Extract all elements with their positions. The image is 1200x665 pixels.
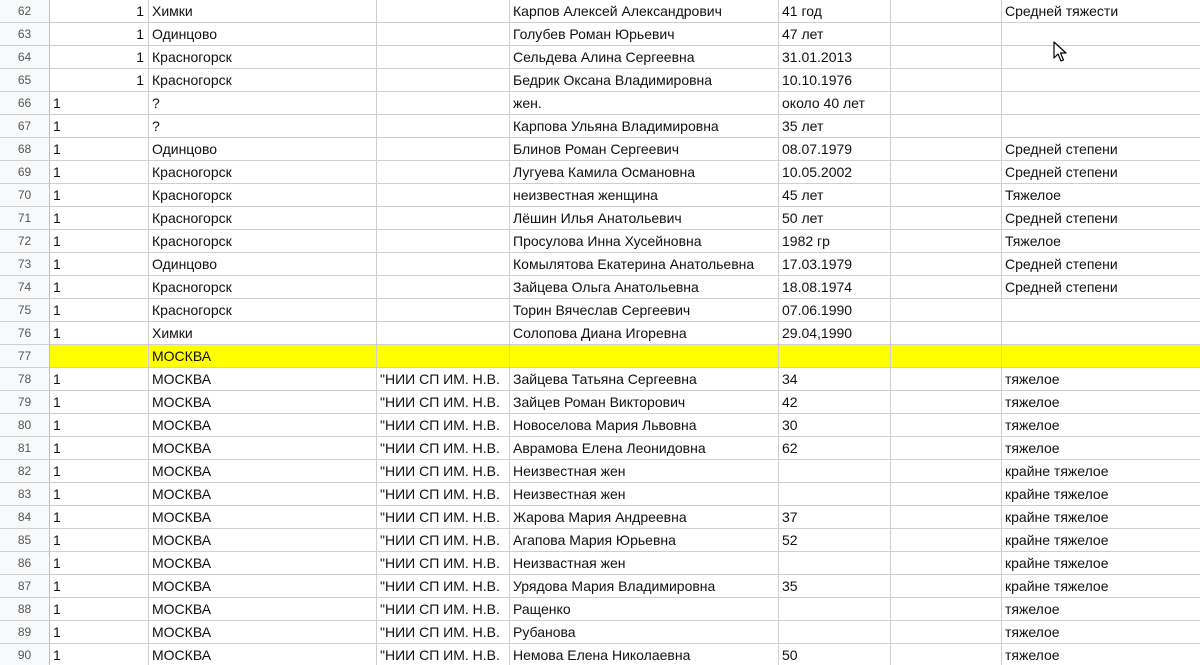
patient-name-cell[interactable]: Карпова Ульяна Владимировна bbox=[510, 115, 779, 138]
empty-cell[interactable] bbox=[891, 644, 1002, 665]
empty-cell[interactable] bbox=[891, 23, 1002, 46]
age-cell[interactable]: 62 bbox=[779, 437, 891, 460]
count-cell[interactable]: 1 bbox=[50, 0, 149, 23]
count-cell[interactable]: 1 bbox=[50, 23, 149, 46]
patient-name-cell[interactable]: Неизвестная жен bbox=[510, 460, 779, 483]
patient-name-cell[interactable]: неизвестная женщина bbox=[510, 184, 779, 207]
count-cell[interactable]: 1 bbox=[50, 161, 149, 184]
row-number[interactable]: 74 bbox=[0, 276, 50, 299]
patient-name-cell[interactable]: Голубев Роман Юрьевич bbox=[510, 23, 779, 46]
count-cell[interactable]: 1 bbox=[50, 460, 149, 483]
age-cell[interactable]: 35 bbox=[779, 575, 891, 598]
city-cell[interactable]: МОСКВА bbox=[149, 460, 377, 483]
row-number[interactable]: 84 bbox=[0, 506, 50, 529]
patient-name-cell[interactable]: Зайцева Ольга Анатольевна bbox=[510, 276, 779, 299]
empty-cell[interactable] bbox=[891, 0, 1002, 23]
condition-cell[interactable]: тяжелое bbox=[1002, 414, 1200, 437]
row-number[interactable]: 63 bbox=[0, 23, 50, 46]
patient-name-cell[interactable]: Торин Вячеслав Сергеевич bbox=[510, 299, 779, 322]
table-row bbox=[0, 161, 1200, 184]
empty-cell[interactable] bbox=[891, 460, 1002, 483]
row-number[interactable]: 67 bbox=[0, 115, 50, 138]
table-row bbox=[0, 460, 1200, 483]
city-cell[interactable]: ? bbox=[149, 92, 377, 115]
condition-cell[interactable]: Тяжелое bbox=[1002, 230, 1200, 253]
patient-name-cell[interactable]: Комылятова Екатерина Анатольевна bbox=[510, 253, 779, 276]
table-row bbox=[0, 184, 1200, 207]
patient-name-cell[interactable]: Новоселова Мария Львовна bbox=[510, 414, 779, 437]
empty-cell[interactable] bbox=[891, 437, 1002, 460]
condition-cell[interactable] bbox=[1002, 92, 1200, 115]
count-cell[interactable]: 1 bbox=[50, 414, 149, 437]
city-cell[interactable]: Красногорск bbox=[149, 230, 377, 253]
count-cell[interactable]: 1 bbox=[50, 368, 149, 391]
city-cell[interactable]: МОСКВА bbox=[149, 483, 377, 506]
hospital-cell[interactable]: "НИИ СП ИМ. Н.В. bbox=[377, 391, 510, 414]
patient-name-cell[interactable]: Просулова Инна Хусейновна bbox=[510, 230, 779, 253]
age-cell[interactable]: 42 bbox=[779, 391, 891, 414]
count-cell[interactable]: 1 bbox=[50, 115, 149, 138]
empty-cell[interactable] bbox=[891, 46, 1002, 69]
table-row bbox=[0, 276, 1200, 299]
row-number[interactable]: 68 bbox=[0, 138, 50, 161]
count-cell[interactable]: 1 bbox=[50, 138, 149, 161]
mouse-pointer-icon bbox=[1053, 41, 1067, 63]
count-cell[interactable]: 1 bbox=[50, 644, 149, 665]
patient-name-cell[interactable]: Неизвастная жен bbox=[510, 552, 779, 575]
city-cell[interactable]: МОСКВА bbox=[149, 529, 377, 552]
row-number[interactable]: 70 bbox=[0, 184, 50, 207]
patient-name-cell[interactable]: Жарова Мария Андреевна bbox=[510, 506, 779, 529]
patient-name-cell[interactable]: Аврамова Елена Леонидовна bbox=[510, 437, 779, 460]
empty-cell[interactable] bbox=[891, 598, 1002, 621]
hospital-cell[interactable] bbox=[377, 207, 510, 230]
table-row bbox=[0, 483, 1200, 506]
table-row bbox=[0, 368, 1200, 391]
row-number[interactable]: 75 bbox=[0, 299, 50, 322]
hospital-cell[interactable]: "НИИ СП ИМ. Н.В. bbox=[377, 644, 510, 665]
table-row bbox=[0, 115, 1200, 138]
hospital-cell[interactable] bbox=[377, 230, 510, 253]
hospital-cell[interactable]: "НИИ СП ИМ. Н.В. bbox=[377, 414, 510, 437]
row-number[interactable]: 82 bbox=[0, 460, 50, 483]
condition-cell[interactable]: крайне тяжелое bbox=[1002, 460, 1200, 483]
table-row bbox=[0, 46, 1200, 69]
patient-name-cell[interactable]: Солопова Диана Игоревна bbox=[510, 322, 779, 345]
empty-cell[interactable] bbox=[891, 621, 1002, 644]
table-row bbox=[0, 575, 1200, 598]
city-cell[interactable]: МОСКВА bbox=[149, 621, 377, 644]
table-row bbox=[0, 23, 1200, 46]
row-number[interactable]: 87 bbox=[0, 575, 50, 598]
row-number[interactable]: 66 bbox=[0, 92, 50, 115]
age-cell[interactable]: 47 лет bbox=[779, 23, 891, 46]
row-number[interactable]: 64 bbox=[0, 46, 50, 69]
row-number[interactable]: 65 bbox=[0, 69, 50, 92]
age-cell[interactable] bbox=[779, 345, 891, 368]
hospital-cell[interactable] bbox=[377, 92, 510, 115]
row-number[interactable]: 83 bbox=[0, 483, 50, 506]
condition-cell[interactable] bbox=[1002, 115, 1200, 138]
hospital-cell[interactable] bbox=[377, 184, 510, 207]
row-number[interactable]: 62 bbox=[0, 0, 50, 23]
city-cell[interactable]: МОСКВА bbox=[149, 644, 377, 665]
hospital-cell[interactable]: "НИИ СП ИМ. Н.В. bbox=[377, 621, 510, 644]
condition-cell[interactable]: крайне тяжелое bbox=[1002, 506, 1200, 529]
city-cell[interactable]: МОСКВА bbox=[149, 368, 377, 391]
count-cell[interactable]: 1 bbox=[50, 529, 149, 552]
patient-name-cell[interactable]: Блинов Роман Сергеевич bbox=[510, 138, 779, 161]
patient-name-cell[interactable]: Зайцев Роман Викторович bbox=[510, 391, 779, 414]
condition-cell[interactable]: Тяжелое bbox=[1002, 184, 1200, 207]
table-row bbox=[0, 69, 1200, 92]
condition-cell[interactable] bbox=[1002, 46, 1200, 69]
city-cell[interactable]: МОСКВА bbox=[149, 598, 377, 621]
age-cell[interactable]: 1982 гр bbox=[779, 230, 891, 253]
hospital-cell[interactable]: "НИИ СП ИМ. Н.В. bbox=[377, 529, 510, 552]
count-cell[interactable]: 1 bbox=[50, 299, 149, 322]
patient-name-cell[interactable]: Сельдева Алина Сергеевна bbox=[510, 46, 779, 69]
empty-cell[interactable] bbox=[891, 161, 1002, 184]
hospital-cell[interactable] bbox=[377, 138, 510, 161]
patient-name-cell[interactable]: жен. bbox=[510, 92, 779, 115]
condition-cell[interactable]: Средней степени bbox=[1002, 253, 1200, 276]
age-cell[interactable]: 30 bbox=[779, 414, 891, 437]
table-row bbox=[0, 138, 1200, 161]
city-cell[interactable]: Красногорск bbox=[149, 299, 377, 322]
city-cell[interactable]: Красногорск bbox=[149, 184, 377, 207]
hospital-cell[interactable] bbox=[377, 69, 510, 92]
row-number[interactable]: 69 bbox=[0, 161, 50, 184]
age-cell[interactable]: 08.07.1979 bbox=[779, 138, 891, 161]
condition-cell[interactable] bbox=[1002, 322, 1200, 345]
empty-cell[interactable] bbox=[891, 414, 1002, 437]
condition-cell[interactable]: Средней степени bbox=[1002, 138, 1200, 161]
count-cell[interactable]: 1 bbox=[50, 207, 149, 230]
hospital-cell[interactable]: "НИИ СП ИМ. Н.В. bbox=[377, 506, 510, 529]
table-row bbox=[0, 414, 1200, 437]
condition-cell[interactable] bbox=[1002, 299, 1200, 322]
city-cell[interactable]: Красногорск bbox=[149, 276, 377, 299]
count-cell[interactable]: 1 bbox=[50, 391, 149, 414]
hospital-cell[interactable]: "НИИ СП ИМ. Н.В. bbox=[377, 460, 510, 483]
patient-name-cell[interactable]: Карпов Алексей Александрович bbox=[510, 0, 779, 23]
condition-cell[interactable] bbox=[1002, 23, 1200, 46]
condition-cell[interactable] bbox=[1002, 345, 1200, 368]
patient-name-cell[interactable]: Ращенко bbox=[510, 598, 779, 621]
city-cell[interactable]: Химки bbox=[149, 322, 377, 345]
row-number[interactable]: 71 bbox=[0, 207, 50, 230]
count-cell[interactable]: 1 bbox=[50, 483, 149, 506]
age-cell[interactable]: 45 лет bbox=[779, 184, 891, 207]
age-cell[interactable]: 35 лет bbox=[779, 115, 891, 138]
row-number[interactable]: 76 bbox=[0, 322, 50, 345]
hospital-cell[interactable]: "НИИ СП ИМ. Н.В. bbox=[377, 552, 510, 575]
hospital-cell[interactable] bbox=[377, 322, 510, 345]
count-cell[interactable]: 1 bbox=[50, 230, 149, 253]
hospital-cell[interactable] bbox=[377, 161, 510, 184]
table-row bbox=[0, 253, 1200, 276]
row-number[interactable]: 85 bbox=[0, 529, 50, 552]
table-row bbox=[0, 299, 1200, 322]
age-cell[interactable]: 10.05.2002 bbox=[779, 161, 891, 184]
condition-cell[interactable]: крайне тяжелое bbox=[1002, 529, 1200, 552]
table-row bbox=[0, 207, 1200, 230]
condition-cell[interactable]: тяжелое bbox=[1002, 644, 1200, 665]
table-row bbox=[0, 0, 1200, 23]
empty-cell[interactable] bbox=[891, 230, 1002, 253]
table-row bbox=[0, 552, 1200, 575]
table-row bbox=[0, 621, 1200, 644]
city-cell[interactable]: Одинцово bbox=[149, 253, 377, 276]
hospital-cell[interactable]: "НИИ СП ИМ. Н.В. bbox=[377, 368, 510, 391]
table-row bbox=[0, 230, 1200, 253]
hospital-cell[interactable]: "НИИ СП ИМ. Н.В. bbox=[377, 437, 510, 460]
age-cell[interactable]: около 40 лет bbox=[779, 92, 891, 115]
patient-name-cell[interactable]: Урядова Мария Владимировна bbox=[510, 575, 779, 598]
patient-name-cell[interactable]: Зайцева Татьяна Сергеевна bbox=[510, 368, 779, 391]
table-row bbox=[0, 391, 1200, 414]
hospital-cell[interactable] bbox=[377, 0, 510, 23]
count-cell[interactable]: 1 bbox=[50, 506, 149, 529]
city-cell[interactable]: МОСКВА bbox=[149, 391, 377, 414]
city-cell[interactable]: Одинцово bbox=[149, 138, 377, 161]
empty-cell[interactable] bbox=[891, 184, 1002, 207]
table-row bbox=[0, 92, 1200, 115]
hospital-cell[interactable] bbox=[377, 345, 510, 368]
hospital-cell[interactable] bbox=[377, 276, 510, 299]
count-cell[interactable]: 1 bbox=[50, 184, 149, 207]
empty-cell[interactable] bbox=[891, 299, 1002, 322]
city-cell[interactable]: Красногорск bbox=[149, 207, 377, 230]
count-cell[interactable]: 1 bbox=[50, 552, 149, 575]
empty-cell[interactable] bbox=[891, 506, 1002, 529]
empty-cell[interactable] bbox=[891, 368, 1002, 391]
city-cell[interactable]: МОСКВА bbox=[149, 437, 377, 460]
row-number[interactable]: 78 bbox=[0, 368, 50, 391]
hospital-cell[interactable] bbox=[377, 299, 510, 322]
age-cell[interactable]: 37 bbox=[779, 506, 891, 529]
city-cell[interactable]: Красногорск bbox=[149, 69, 377, 92]
row-number[interactable]: 72 bbox=[0, 230, 50, 253]
condition-cell[interactable]: Средней степени bbox=[1002, 276, 1200, 299]
condition-cell[interactable]: Средней тяжести bbox=[1002, 0, 1200, 23]
count-cell[interactable]: 1 bbox=[50, 575, 149, 598]
empty-cell[interactable] bbox=[891, 483, 1002, 506]
patient-name-cell[interactable]: Немова Елена Николаевна bbox=[510, 644, 779, 665]
city-cell[interactable]: МОСКВА bbox=[149, 552, 377, 575]
count-cell[interactable]: 1 bbox=[50, 92, 149, 115]
age-cell[interactable]: 17.03.1979 bbox=[779, 253, 891, 276]
empty-cell[interactable] bbox=[891, 575, 1002, 598]
condition-cell[interactable]: тяжелое bbox=[1002, 391, 1200, 414]
age-cell[interactable]: 34 bbox=[779, 368, 891, 391]
age-cell[interactable]: 07.06.1990 bbox=[779, 299, 891, 322]
hospital-cell[interactable]: "НИИ СП ИМ. Н.В. bbox=[377, 483, 510, 506]
age-cell[interactable] bbox=[779, 621, 891, 644]
count-cell[interactable]: 1 bbox=[50, 598, 149, 621]
row-number[interactable]: 88 bbox=[0, 598, 50, 621]
condition-cell[interactable]: крайне тяжелое bbox=[1002, 575, 1200, 598]
condition-cell[interactable] bbox=[1002, 69, 1200, 92]
condition-cell[interactable]: тяжелое bbox=[1002, 368, 1200, 391]
age-cell[interactable]: 50 bbox=[779, 644, 891, 665]
age-cell[interactable] bbox=[779, 552, 891, 575]
age-cell[interactable] bbox=[779, 598, 891, 621]
table-row bbox=[0, 644, 1200, 665]
city-cell[interactable]: МОСКВА bbox=[149, 345, 377, 368]
hospital-cell[interactable] bbox=[377, 115, 510, 138]
table-row bbox=[0, 506, 1200, 529]
hospital-cell[interactable]: "НИИ СП ИМ. Н.В. bbox=[377, 598, 510, 621]
condition-cell[interactable]: тяжелое bbox=[1002, 621, 1200, 644]
age-cell[interactable]: 31.01.2013 bbox=[779, 46, 891, 69]
row-number[interactable]: 80 bbox=[0, 414, 50, 437]
age-cell[interactable] bbox=[779, 483, 891, 506]
count-cell[interactable]: 1 bbox=[50, 253, 149, 276]
age-cell[interactable] bbox=[779, 460, 891, 483]
city-cell[interactable]: МОСКВА bbox=[149, 575, 377, 598]
patient-name-cell[interactable]: Неизвестная жен bbox=[510, 483, 779, 506]
patient-name-cell[interactable]: Лёшин Илья Анатольевич bbox=[510, 207, 779, 230]
city-cell[interactable]: Красногорск bbox=[149, 161, 377, 184]
row-number[interactable]: 86 bbox=[0, 552, 50, 575]
row-number[interactable]: 77 bbox=[0, 345, 50, 368]
condition-cell[interactable]: Средней степени bbox=[1002, 207, 1200, 230]
count-cell[interactable] bbox=[50, 345, 149, 368]
age-cell[interactable]: 10.10.1976 bbox=[779, 69, 891, 92]
condition-cell[interactable]: тяжелое bbox=[1002, 437, 1200, 460]
table-row bbox=[0, 322, 1200, 345]
count-cell[interactable]: 1 bbox=[50, 621, 149, 644]
count-cell[interactable]: 1 bbox=[50, 276, 149, 299]
patient-name-cell[interactable]: Бедрик Оксана Владимировна bbox=[510, 69, 779, 92]
hospital-cell[interactable]: "НИИ СП ИМ. Н.В. bbox=[377, 575, 510, 598]
row-number[interactable]: 90 bbox=[0, 644, 50, 665]
empty-cell[interactable] bbox=[891, 345, 1002, 368]
age-cell[interactable]: 18.08.1974 bbox=[779, 276, 891, 299]
city-cell[interactable]: МОСКВА bbox=[149, 506, 377, 529]
condition-cell[interactable]: Средней степени bbox=[1002, 161, 1200, 184]
empty-cell[interactable] bbox=[891, 115, 1002, 138]
empty-cell[interactable] bbox=[891, 69, 1002, 92]
row-number[interactable]: 81 bbox=[0, 437, 50, 460]
count-cell[interactable]: 1 bbox=[50, 322, 149, 345]
table-row bbox=[0, 437, 1200, 460]
empty-cell[interactable] bbox=[891, 92, 1002, 115]
empty-cell[interactable] bbox=[891, 138, 1002, 161]
table-row bbox=[0, 345, 1200, 368]
city-cell[interactable]: ? bbox=[149, 115, 377, 138]
row-number[interactable]: 73 bbox=[0, 253, 50, 276]
city-cell[interactable]: Одинцово bbox=[149, 23, 377, 46]
count-cell[interactable]: 1 bbox=[50, 69, 149, 92]
age-cell[interactable]: 52 bbox=[779, 529, 891, 552]
table-row bbox=[0, 598, 1200, 621]
condition-cell[interactable]: крайне тяжелое bbox=[1002, 552, 1200, 575]
table-row bbox=[0, 529, 1200, 552]
city-cell[interactable]: МОСКВА bbox=[149, 414, 377, 437]
age-cell[interactable]: 41 год bbox=[779, 0, 891, 23]
count-cell[interactable]: 1 bbox=[50, 46, 149, 69]
row-number[interactable]: 79 bbox=[0, 391, 50, 414]
patient-name-cell[interactable]: Агапова Мария Юрьевна bbox=[510, 529, 779, 552]
row-number[interactable]: 89 bbox=[0, 621, 50, 644]
condition-cell[interactable]: крайне тяжелое bbox=[1002, 483, 1200, 506]
empty-cell[interactable] bbox=[891, 529, 1002, 552]
empty-cell[interactable] bbox=[891, 391, 1002, 414]
empty-cell[interactable] bbox=[891, 552, 1002, 575]
city-cell[interactable]: Химки bbox=[149, 0, 377, 23]
hospital-cell[interactable] bbox=[377, 23, 510, 46]
city-cell[interactable]: Красногорск bbox=[149, 46, 377, 69]
empty-cell[interactable] bbox=[891, 276, 1002, 299]
empty-cell[interactable] bbox=[891, 207, 1002, 230]
empty-cell[interactable] bbox=[891, 253, 1002, 276]
count-cell[interactable]: 1 bbox=[50, 437, 149, 460]
empty-cell[interactable] bbox=[891, 322, 1002, 345]
age-cell[interactable]: 29.04,1990 bbox=[779, 322, 891, 345]
patient-name-cell[interactable]: Лугуева Камила Османовна bbox=[510, 161, 779, 184]
patient-name-cell[interactable] bbox=[510, 345, 779, 368]
condition-cell[interactable]: тяжелое bbox=[1002, 598, 1200, 621]
hospital-cell[interactable] bbox=[377, 46, 510, 69]
hospital-cell[interactable] bbox=[377, 253, 510, 276]
patient-name-cell[interactable]: Рубанова bbox=[510, 621, 779, 644]
age-cell[interactable]: 50 лет bbox=[779, 207, 891, 230]
